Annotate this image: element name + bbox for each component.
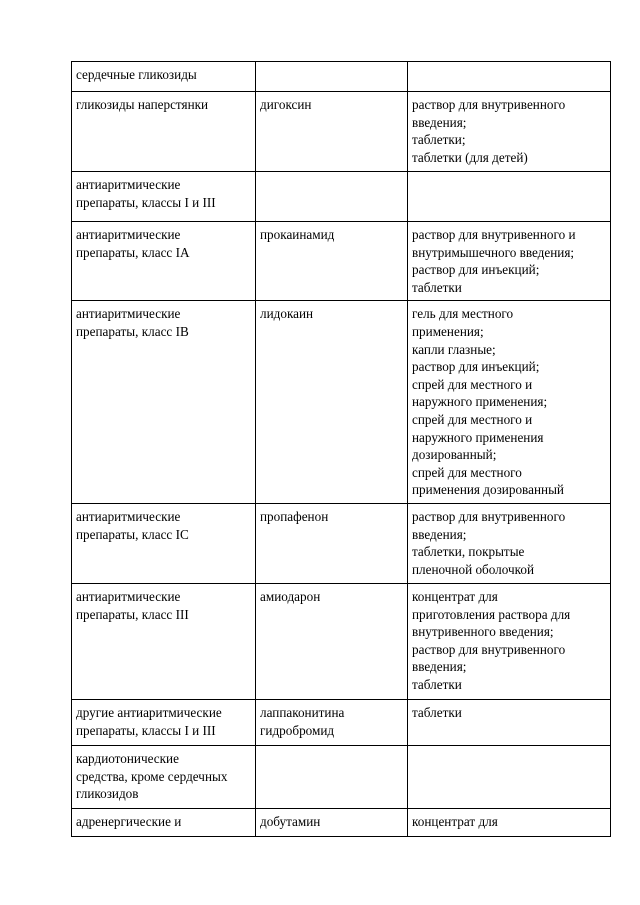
table-row [72,503,611,583]
group-cell: сердечные гликозиды [72,62,256,92]
forms-cell [408,745,611,808]
table-row [72,301,611,504]
forms-cell: раствор для внутривенного введения; таблетки; таблетки (для детей) [408,92,611,172]
forms-cell [408,172,611,222]
drug-cell [256,745,408,808]
forms-cell: раствор для внутривенного введения; таблетки, покрытые пленочной оболочкой [408,503,611,583]
drug-cell: добутамин [256,808,408,836]
table-row [72,172,611,222]
table-row [72,222,611,301]
table-row [72,699,611,745]
group-cell: кардиотонические средства, кроме сердечных гликозидов [72,745,256,808]
group-cell: антиаритмические препараты, класс III [72,583,256,699]
table-row [72,745,611,808]
forms-cell: концентрат для приготовления раствора для внутривенного введения; раствор для внутривенного введения; таблетки [408,583,611,699]
drug-cell: дигоксин [256,92,408,172]
drug-cell: пропафенон [256,503,408,583]
drug-cell: прокаинамид [256,222,408,301]
table-row [72,62,611,92]
table-row [72,808,611,836]
forms-cell: раствор для внутривенного и внутримышечного введения; раствор для инъекций; таблетки [408,222,611,301]
table-row [72,583,611,699]
group-cell: антиаритмические препараты, класс IB [72,301,256,504]
group-cell: антиаритмические препараты, класс IA [72,222,256,301]
group-cell: антиаритмические препараты, класс IC [72,503,256,583]
forms-cell: гель для местного применения; капли глазные; раствор для инъекций; спрей для местного и наружного применения; спрей для местного и наружного применения дозированный; спрей для местного применения дозированный [408,301,611,504]
table-row [72,92,611,172]
forms-cell [408,62,611,92]
group-cell: другие антиаритмические препараты, классы I и III [72,699,256,745]
drug-cell [256,172,408,222]
group-cell: адренергические и [72,808,256,836]
drug-cell: амиодарон [256,583,408,699]
forms-cell: концентрат для [408,808,611,836]
drug-cell: лаппаконитина гидробромид [256,699,408,745]
drug-table [71,61,611,837]
forms-cell: таблетки [408,699,611,745]
group-cell: антиаритмические препараты, классы I и III [72,172,256,222]
group-cell: гликозиды наперстянки [72,92,256,172]
drug-cell: лидокаин [256,301,408,504]
drug-cell [256,62,408,92]
